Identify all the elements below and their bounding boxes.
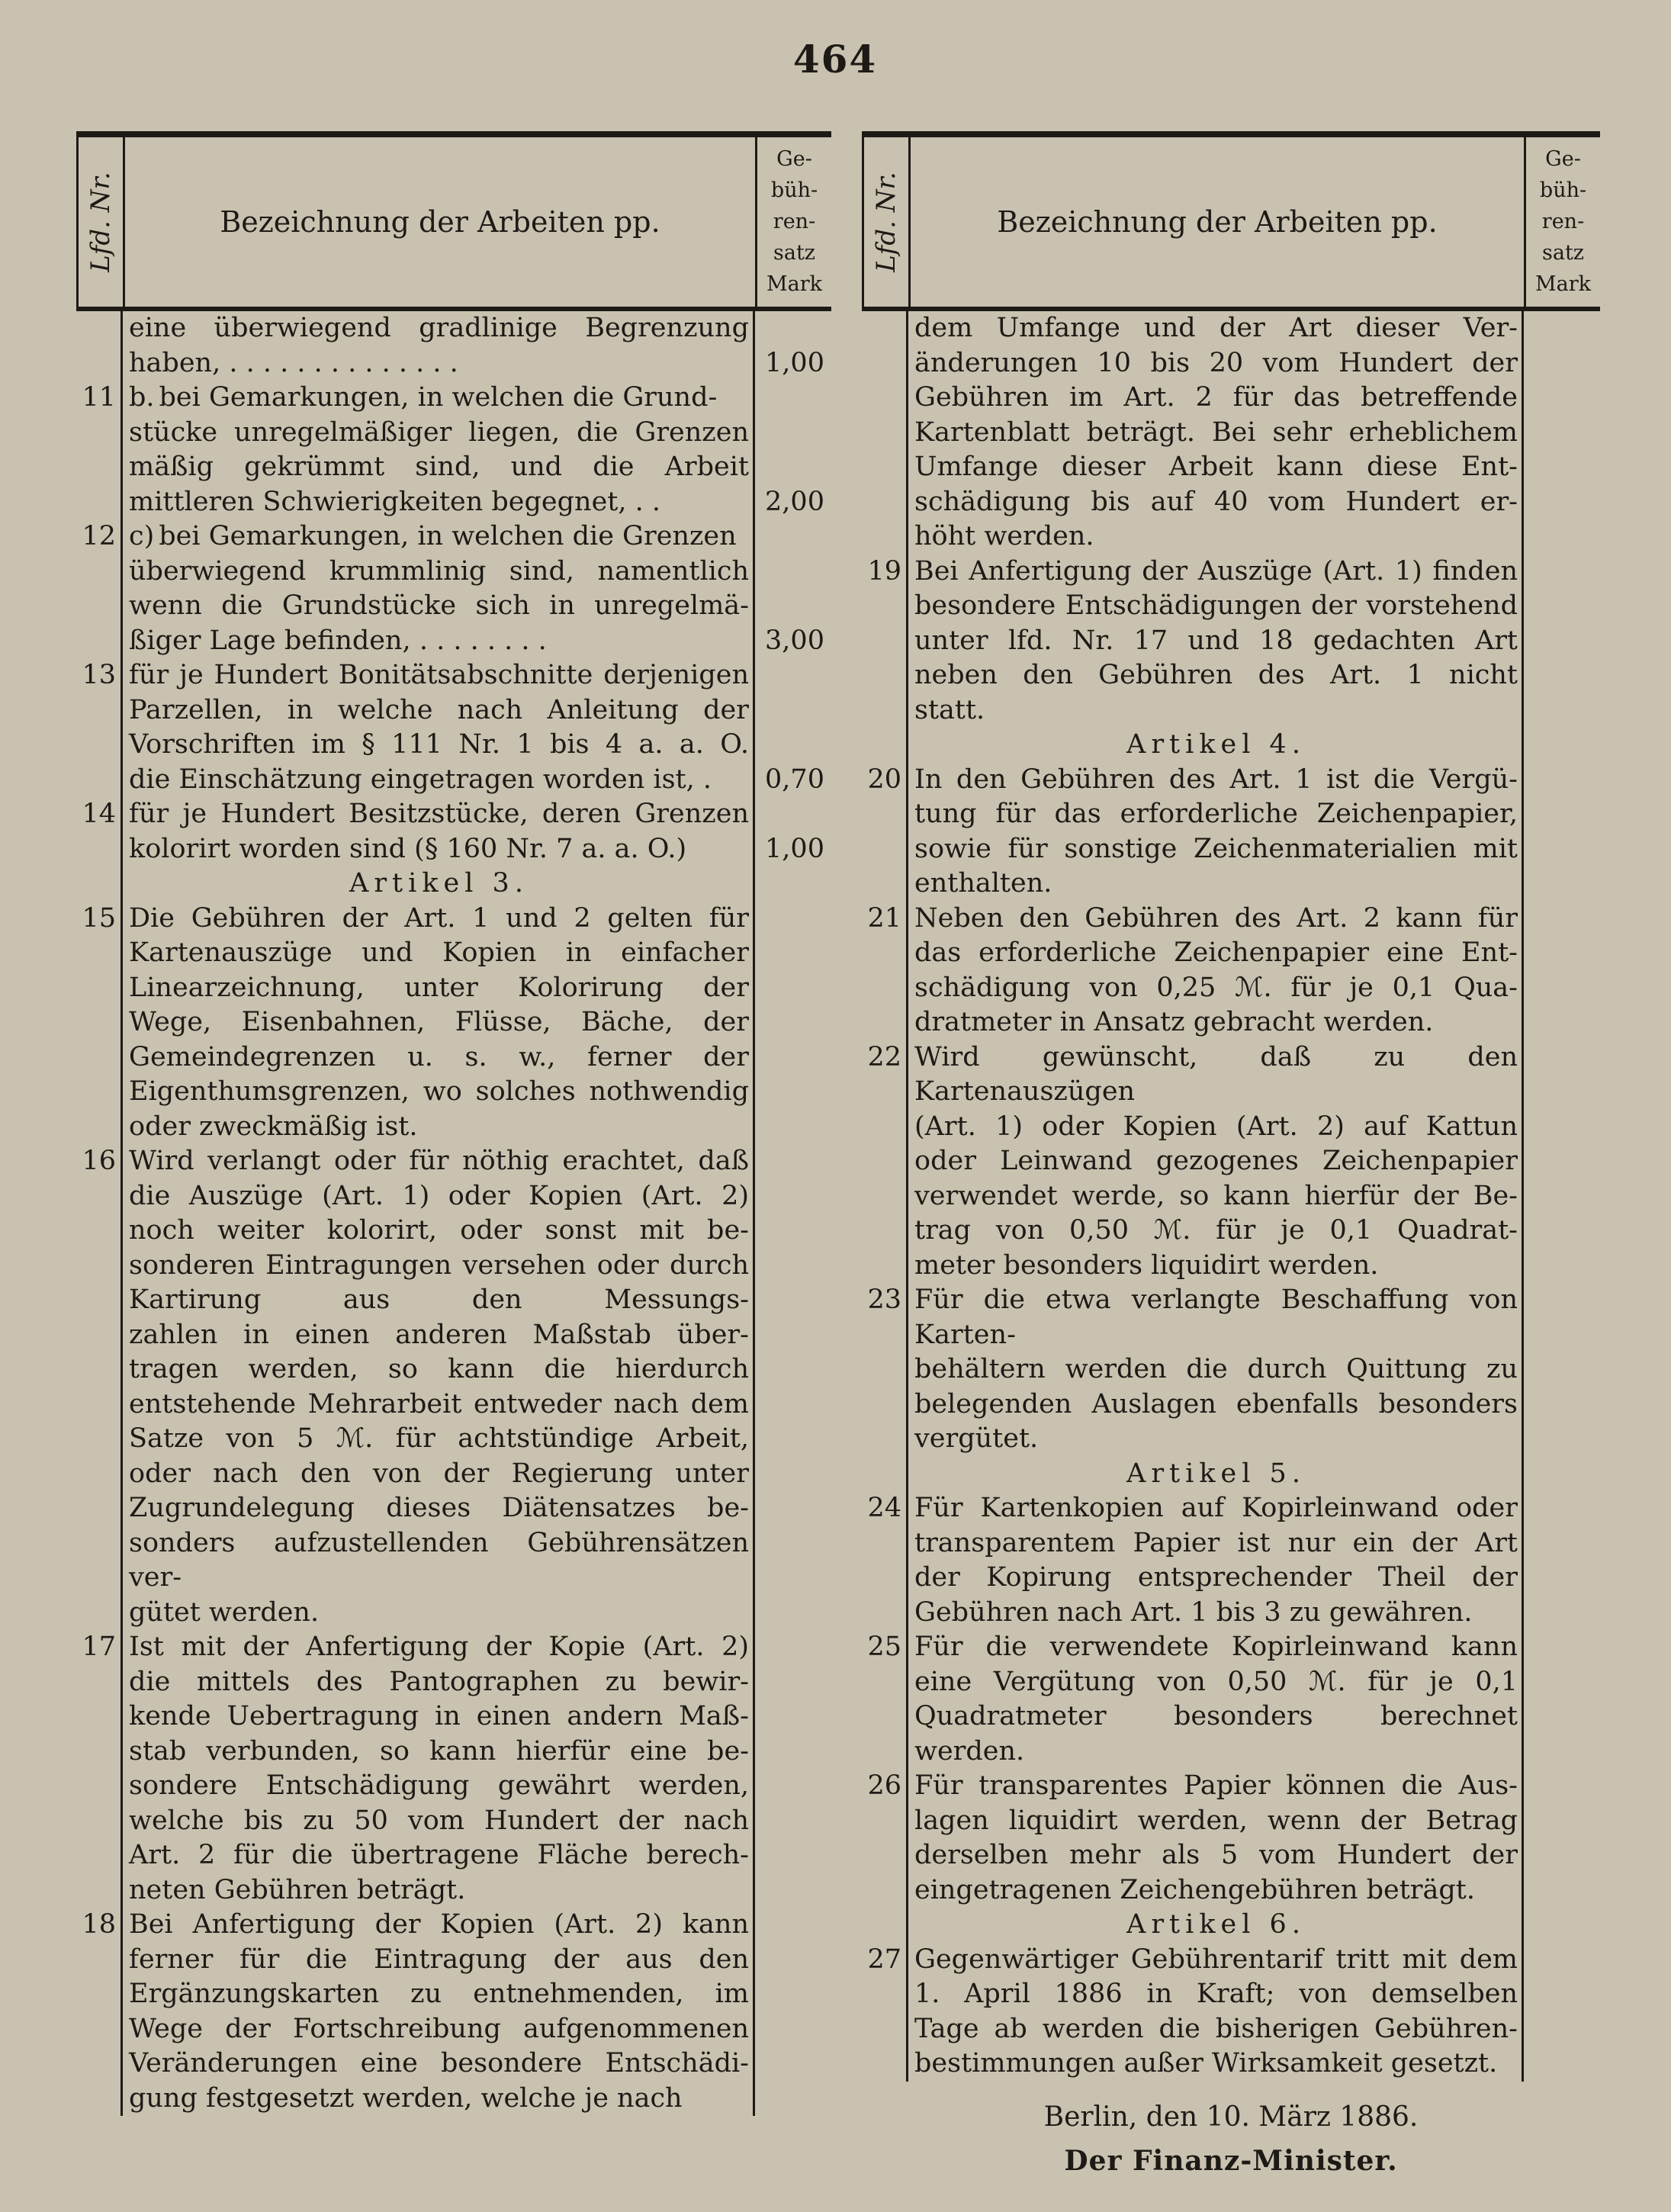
row-number: 21 — [867, 902, 901, 934]
row-number: 16 — [82, 1146, 116, 1176]
text-line: trag von 0,50 ℳ. für je 0,1 Quadrat- — [914, 1215, 1518, 1246]
table-row — [76, 1630, 831, 1908]
text-line: Wird gewünscht, daß zu den Kartenauszügen — [914, 1041, 1518, 1107]
row-description — [907, 555, 1527, 728]
text-line: Ergänzungskarten zu entnehmenden, im — [129, 1979, 749, 2009]
text-line: Die Gebühren der Art. 1 und 2 gelten für — [129, 902, 749, 934]
text-line: Veränderungen eine besondere Entschädi- — [129, 2048, 749, 2079]
text-line: In den Gebühren des Art. 1 ist die Vergü- — [914, 764, 1518, 795]
article-title: Artikel 3. — [349, 868, 529, 899]
row-number: 26 — [867, 1770, 901, 1801]
text-line: verwendet werde, so kann hierfür der Be- — [914, 1180, 1518, 1211]
text-line: lagen liquidirt werden, wenn der Betrag — [914, 1805, 1518, 1836]
row-number: 12 — [82, 521, 116, 551]
text-line: Für transparentes Papier können die Aus- — [914, 1770, 1518, 1801]
text-line: höht werden. — [914, 521, 1094, 551]
text-line: wenn die Grundstücke sich in unregelmä- — [129, 590, 749, 621]
text-line: oder nach den von der Regierung unter — [129, 1458, 749, 1489]
text-line: schädigung von 0,25 ℳ. für je 0,1 Qua- — [914, 972, 1518, 1003]
column-divider — [906, 311, 908, 2082]
row-description — [907, 1491, 1527, 1630]
text-line: Gegenwärtiger Gebührentarif tritt mit dem — [914, 1944, 1518, 1975]
text-line: transparentem Papier ist nur ein der Art — [914, 1527, 1518, 1558]
text-line: die mittels des Pantographen zu bewir- — [129, 1666, 749, 1697]
text-line: noch weiter kolorirt, oder sonst mit be- — [129, 1215, 749, 1246]
table-row — [76, 381, 831, 519]
row-description — [907, 1630, 1527, 1769]
row-description — [907, 1943, 1527, 2082]
row-description — [121, 519, 758, 658]
row-description — [121, 658, 758, 797]
column-divider — [121, 311, 123, 2116]
article-heading — [76, 866, 831, 902]
text-line: tung für das erforderliche Zeichenpapier, — [914, 799, 1518, 829]
row-description — [907, 1040, 1527, 1284]
row-fee: 1,00 — [765, 347, 824, 378]
row-description — [907, 902, 1527, 1040]
right-column — [862, 131, 1600, 2177]
row-number: 20 — [867, 764, 901, 795]
column-divider — [1522, 311, 1524, 2082]
table-row — [862, 902, 1600, 1040]
sub-item-label: b. — [129, 382, 155, 413]
text-line: Neben den Gebühren des Art. 2 kann für — [914, 902, 1518, 934]
left-column — [76, 131, 831, 2116]
table-row — [862, 1283, 1600, 1457]
header-running-number: Lfd. Nr. — [79, 137, 125, 307]
text-line: Eigenthumsgrenzen, wo solches nothwendig — [129, 1076, 749, 1107]
row-description — [121, 1908, 758, 2116]
text-line: stab verbunden, so kann hierfür eine be- — [129, 1735, 749, 1767]
sub-item-label: c) — [129, 521, 155, 551]
text-line: Für die verwendete Kopirleinwand kann — [914, 1632, 1518, 1662]
table-row — [76, 658, 831, 797]
text-line: neben den Gebühren des Art. 1 nicht — [914, 660, 1518, 690]
page-number: 464 — [792, 37, 878, 82]
text-line: das erforderliche Zeichenpapier eine Ent- — [914, 937, 1518, 968]
text-line: gung festgesetzt werden, welche je nach — [129, 2082, 683, 2114]
table-row — [76, 797, 831, 866]
column-divider — [753, 311, 755, 2116]
text-line: welche bis zu 50 vom Hundert der nach — [129, 1805, 749, 1836]
top-rule — [76, 131, 831, 137]
row-description — [121, 797, 758, 866]
table-row — [76, 519, 831, 658]
text-line: Kartenblatt beträgt. Bei sehr erheblichem — [914, 416, 1518, 448]
header-description: Bezeichnung der Arbeiten pp. — [220, 205, 660, 239]
text-line: Parzellen, in welche nach Anleitung der — [129, 694, 749, 725]
text-line: Wird verlangt oder für nöthig erachtet, daß — [129, 1146, 749, 1176]
text-line: ßiger Lage befinden, . . . . . . . . — [129, 625, 547, 656]
text-line: Art. 2 für die übertragene Fläche berech- — [129, 1840, 749, 1870]
header-description: Bezeichnung der Arbeiten pp. — [997, 205, 1438, 239]
text-line: entstehende Mehrarbeit entweder nach dem — [129, 1388, 749, 1419]
text-line: bestimmungen außer Wirksamkeit gesetzt. — [914, 2048, 1498, 2079]
row-number: 27 — [867, 1944, 901, 1975]
table-row — [862, 555, 1600, 728]
text-line: stücke unregelmäßiger liegen, die Grenzen — [129, 416, 749, 448]
table-row — [76, 1908, 831, 2116]
text-line: oder zweckmäßig ist. — [129, 1111, 418, 1142]
article-heading — [862, 1457, 1600, 1492]
text-line: ferner für die Eintragung der aus den — [129, 1944, 749, 1975]
text-line: gütet werden. — [129, 1596, 320, 1628]
text-line: belegenden Auslagen ebenfalls besonders — [914, 1388, 1518, 1419]
row-description — [907, 311, 1527, 555]
text-line: dratmeter in Ansatz gebracht werden. — [914, 1007, 1434, 1037]
text-line: Bei Anfertigung der Kopien (Art. 2) kann — [129, 1909, 749, 1940]
text-line: Zugrundelegung dieses Diätensatzes be- — [129, 1493, 749, 1523]
row-description — [907, 1283, 1527, 1457]
text-line: kolorirt worden sind (§ 160 Nr. 7 a. a. O.) — [129, 833, 687, 864]
text-line: eingetragenen Zeichengebühren beträgt. — [914, 1874, 1475, 1905]
text-line: schädigung bis auf 40 vom Hundert er- — [914, 486, 1518, 517]
table-row — [76, 311, 831, 381]
top-rule — [862, 131, 1600, 137]
row-description — [121, 902, 758, 1145]
text-line: besondere Entschädigungen der vorstehend — [914, 590, 1518, 621]
text-line: sondere Entschädigung gewährt werden, — [129, 1770, 749, 1801]
table-row — [862, 763, 1600, 902]
text-line: Vorschriften im § 111 Nr. 1 bis 4 a. a. O. — [129, 729, 749, 760]
row-description — [907, 1769, 1527, 1908]
text-line: dem Umfange und der Art dieser Ver- — [914, 313, 1518, 343]
table-row — [76, 1144, 831, 1630]
text-line: statt. — [914, 694, 985, 725]
text-line: Gebühren im Art. 2 für das betreffende — [914, 382, 1518, 413]
signature: Der Finanz-Minister. — [1064, 2144, 1398, 2177]
text-line: Tage ab werden die bisherigen Gebühren- — [914, 2013, 1518, 2044]
row-fee: 2,00 — [765, 486, 824, 517]
text-line: bei Gemarkungen, in welchen die Grund- — [159, 382, 718, 413]
row-fee: 0,70 — [765, 764, 824, 795]
table-row — [76, 902, 831, 1145]
row-description — [121, 1630, 758, 1908]
text-line: Kartenauszüge und Kopien in einfacher — [129, 937, 749, 968]
row-number: 22 — [867, 1041, 901, 1072]
text-line: Ist mit der Anfertigung der Kopie (Art. 2) — [129, 1632, 749, 1662]
row-description — [121, 381, 758, 519]
text-line: eine überwiegend gradlinige Begrenzung — [129, 313, 749, 343]
text-line: die Einschätzung eingetragen worden ist, . — [129, 764, 712, 795]
text-line: Für Kartenkopien auf Kopirleinwand oder — [914, 1493, 1518, 1523]
text-line: 1. April 1886 in Kraft; von demselben — [914, 1979, 1518, 2009]
text-line: zahlen in einen anderen Maßstab über- — [129, 1319, 749, 1350]
text-line: tragen werden, so kann die hierdurch — [129, 1354, 749, 1384]
article-title: Artikel 6. — [1126, 1909, 1306, 1940]
table-body — [76, 311, 831, 2116]
table-row — [862, 311, 1600, 555]
header-running-number: Lfd. Nr. — [864, 137, 911, 307]
text-line: Quadratmeter besonders berechnet werden. — [914, 1701, 1518, 1767]
row-number: 15 — [82, 902, 116, 934]
text-line: der Kopirung entsprechender Theil der — [914, 1562, 1518, 1593]
row-number: 14 — [82, 799, 116, 829]
article-heading — [862, 728, 1600, 763]
row-fee: 3,00 — [765, 625, 824, 656]
text-line: oder Leinwand gezogenes Zeichenpapier — [914, 1146, 1518, 1176]
table-row — [862, 1769, 1600, 1908]
text-line: derselben mehr als 5 vom Hundert der — [914, 1840, 1518, 1870]
text-line: die Auszüge (Art. 1) oder Kopien (Art. 2) — [129, 1180, 749, 1211]
text-line: mittleren Schwierigkeiten begegnet, . . — [129, 486, 660, 517]
text-line: änderungen 10 bis 20 vom Hundert der — [914, 347, 1518, 378]
row-description — [121, 311, 758, 381]
article-title: Artikel 5. — [1126, 1458, 1306, 1489]
text-line: (Art. 1) oder Kopien (Art. 2) auf Kattun — [914, 1111, 1518, 1142]
text-line: Linearzeichnung, unter Kolorirung der — [129, 972, 749, 1003]
text-line: Satze von 5 ℳ. für achtstündige Arbeit, — [129, 1423, 749, 1454]
table-header — [862, 137, 1600, 311]
article-title: Artikel 4. — [1126, 729, 1306, 760]
text-line: Bei Anfertigung der Auszüge (Art. 1) finden — [914, 555, 1518, 587]
row-description — [121, 1144, 758, 1630]
table-row — [862, 1040, 1600, 1284]
row-number: 24 — [867, 1493, 901, 1523]
row-number: 18 — [82, 1909, 116, 1940]
text-line: vergütet. — [914, 1423, 1039, 1454]
table-row — [862, 1491, 1600, 1630]
row-number: 23 — [867, 1284, 901, 1315]
row-number — [862, 311, 907, 555]
row-fee: 1,00 — [765, 833, 824, 864]
place-and-date: Berlin, den 10. März 1886. — [1043, 2101, 1419, 2133]
text-line: für je Hundert Besitzstücke, deren Grenzen — [129, 799, 749, 829]
text-line: behältern werden die durch Quittung zu — [914, 1354, 1518, 1384]
text-line: sonderen Eintragungen versehen oder durch — [129, 1249, 749, 1281]
text-line: Für die etwa verlangte Beschaffung von Karten- — [914, 1284, 1518, 1350]
text-line: Wege der Fortschreibung aufgenommenen — [129, 2013, 749, 2044]
row-number: 13 — [82, 660, 116, 690]
row-number: 19 — [867, 555, 901, 587]
row-number — [76, 311, 121, 381]
row-description — [907, 763, 1527, 902]
row-number: 11 — [82, 382, 116, 413]
text-line: kende Uebertragung in einen andern Maß- — [129, 1701, 749, 1731]
text-line: enthalten. — [914, 868, 1052, 899]
text-line: sonders aufzustellenden Gebührensätzen ver- — [129, 1527, 749, 1593]
row-number: 17 — [82, 1632, 116, 1662]
table-body — [862, 311, 1600, 2082]
text-line: eine Vergütung von 0,50 ℳ. für je 0,1 — [914, 1666, 1518, 1697]
row-number: 25 — [867, 1632, 901, 1662]
header-fee: Ge- büh- ren- satz Mark — [755, 137, 831, 307]
table-row — [862, 1943, 1600, 2082]
text-line: für je Hundert Bonitätsabschnitte derjenigen — [129, 660, 749, 690]
text-line: meter besonders liquidirt werden. — [914, 1249, 1379, 1281]
text-line: haben, . . . . . . . . . . . . . . — [129, 347, 458, 378]
text-line: Kartirung aus den Messungs- — [129, 1284, 749, 1315]
text-line: Gemeindegrenzen u. s. w., ferner der — [129, 1041, 749, 1072]
text-line: mäßig gekrümmt sind, und die Arbeit — [129, 452, 749, 482]
table-header — [76, 137, 831, 311]
text-line: unter lfd. Nr. 17 und 18 gedachten Art — [914, 625, 1518, 656]
article-heading — [862, 1908, 1600, 1943]
header-fee: Ge- büh- ren- satz Mark — [1524, 137, 1600, 307]
text-line: neten Gebühren beträgt. — [129, 1874, 466, 1905]
text-line: Gebühren nach Art. 1 bis 3 zu gewähren. — [914, 1596, 1473, 1628]
text-line: überwiegend krummlinig sind, namentlich — [129, 555, 749, 587]
text-line: Wege, Eisenbahnen, Flüsse, Bäche, der — [129, 1007, 749, 1037]
table-row — [862, 1630, 1600, 1769]
text-line: Umfange dieser Arbeit kann diese Ent- — [914, 452, 1518, 482]
text-line: sowie für sonstige Zeichenmaterialien mit — [914, 833, 1518, 864]
text-line: bei Gemarkungen, in welchen die Grenzen — [159, 521, 737, 551]
